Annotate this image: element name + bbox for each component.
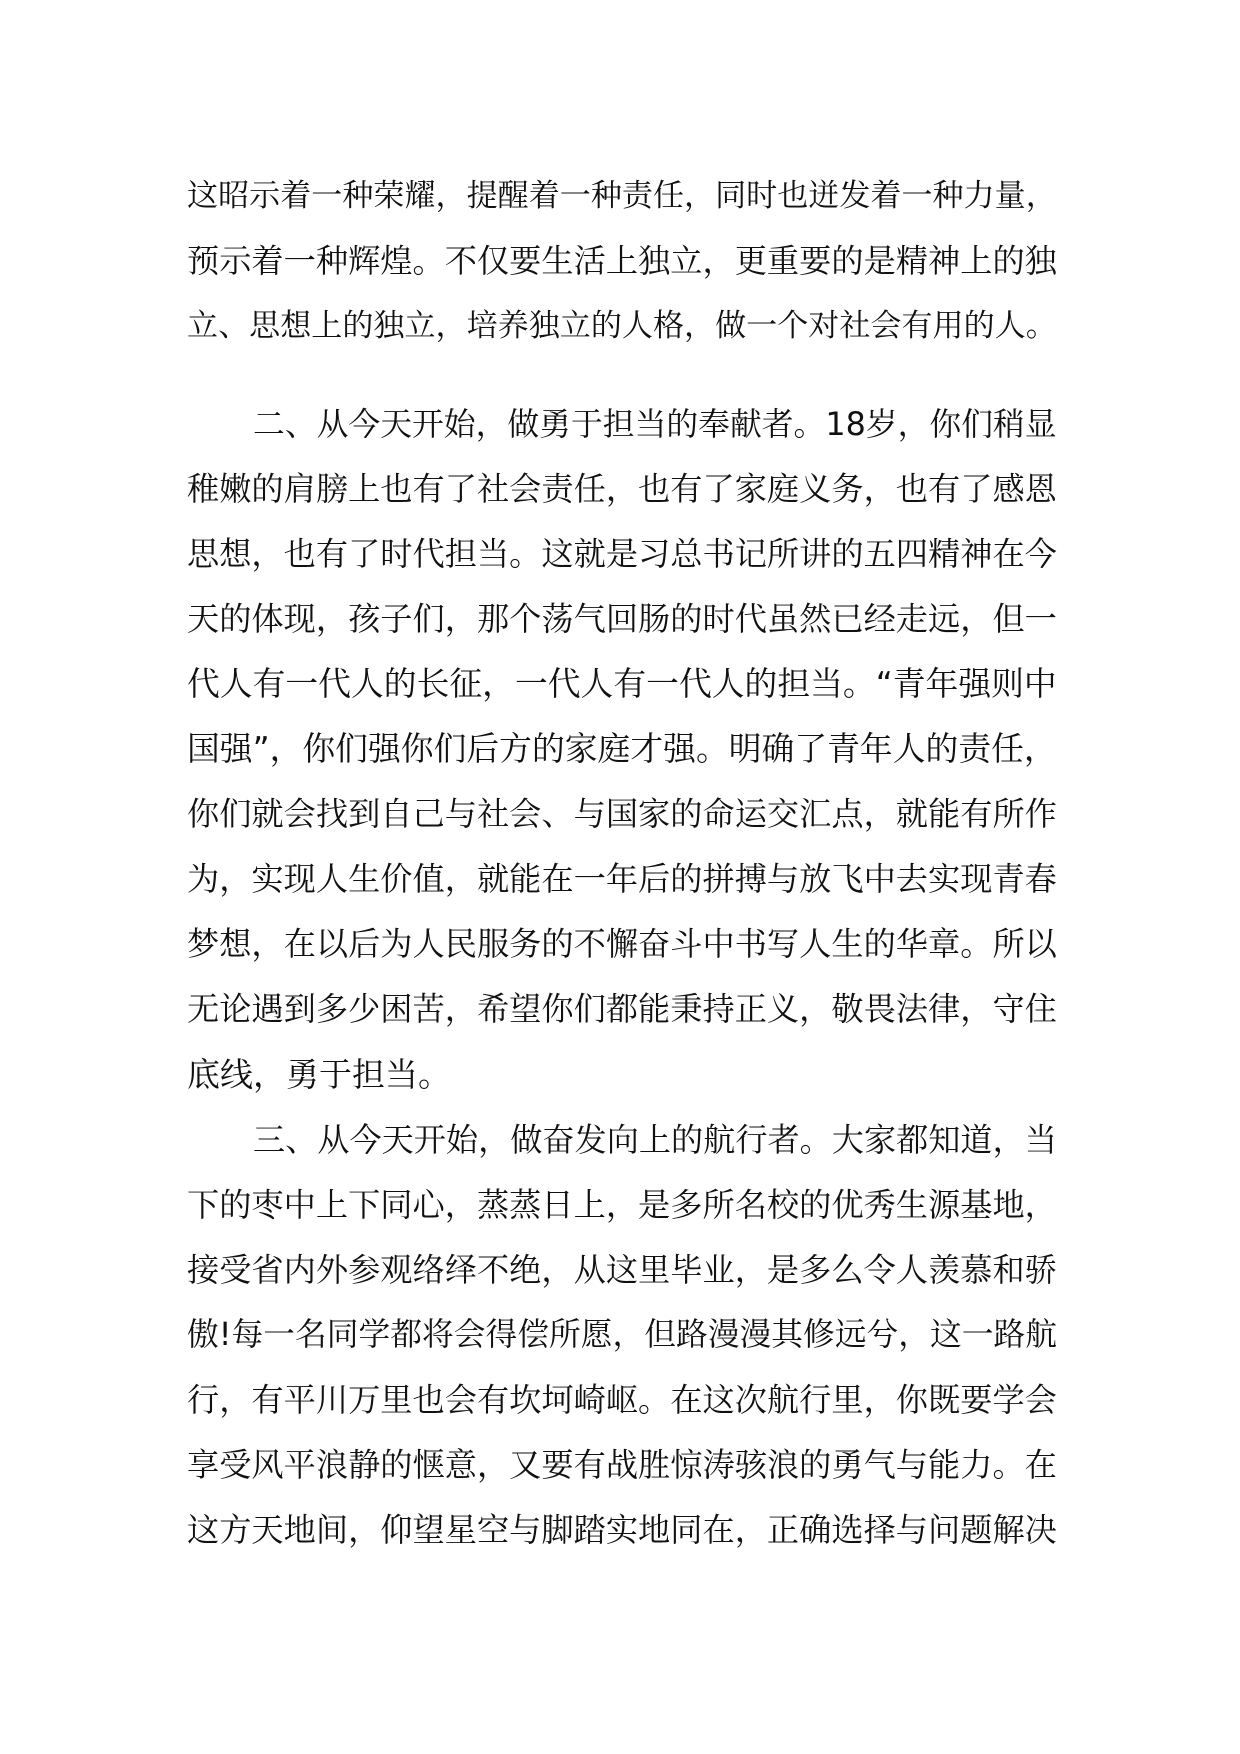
text-line: 为，实现人生价值，就能在一年后的拼搏与放飞中去实现青春	[187, 860, 1057, 898]
text-line: 你们就会找到自己与社会、与国家的命运交汇点，就能有所作	[187, 795, 1057, 833]
text-line: 行，有平川万里也会有坎坷崎岖。在这次航行里，你既要学会	[187, 1381, 1057, 1419]
paragraph-section-three	[187, 1108, 1057, 1563]
text-line: 思想，也有了时代担当。这就是习总书记所讲的五四精神在今	[187, 535, 1057, 573]
text-line: 稚嫩的肩膀上也有了社会责任，也有了家庭义务，也有了感恩	[187, 470, 1057, 508]
text-line: 国强”，你们强你们后方的家庭才强。明确了青年人的责任，	[187, 730, 1057, 768]
text-line: 底线，勇于担当。	[187, 1055, 451, 1094]
paragraph-continuation	[187, 164, 1057, 359]
text-line: 三、从今天开始，做奋发向上的航行者。大家都知道，当	[253, 1121, 1057, 1159]
text-line: 梦想，在以后为人民服务的不懈奋斗中书写人生的华章。所以	[187, 925, 1057, 963]
text-line: 这昭示着一种荣耀，提醒着一种责任，同时也迸发着一种力量，	[187, 178, 1057, 214]
text-line: 预示着一种辉煌。不仅要生活上独立，更重要的是精神上的独	[187, 242, 1057, 280]
text-line: 下的枣中上下同心，蒸蒸日上，是多所名校的优秀生源基地，	[187, 1186, 1057, 1224]
text-line: 无论遇到多少困苦，希望你们都能秉持正义，敬畏法律，守住	[187, 990, 1057, 1028]
text-line: 享受风平浪静的惬意，又要有战胜惊涛骇浪的勇气与能力。在	[187, 1446, 1057, 1484]
text-line: 接受省内外参观络绎不绝，从这里毕业，是多么令人羡慕和骄	[187, 1251, 1057, 1289]
text-line: 立、思想上的独立，培养独立的人格，做一个对社会有用的人。	[187, 308, 1057, 344]
paragraph-section-two	[187, 392, 1057, 1107]
text-line: 这方天地间，仰望星空与脚踏实地同在，正确选择与问题解决	[187, 1511, 1057, 1549]
text-line: 二、从今天开始，做勇于担当的奉献者。18岁，你们稍显	[253, 405, 1057, 443]
text-line: 天的体现，孩子们，那个荡气回肠的时代虽然已经走远，但一	[187, 600, 1057, 638]
text-line: 傲!每一名同学都将会得偿所愿，但路漫漫其修远兮，这一路航	[187, 1317, 1057, 1353]
text-line: 代人有一代人的长征，一代人有一代人的担当。“青年强则中	[187, 665, 1057, 703]
